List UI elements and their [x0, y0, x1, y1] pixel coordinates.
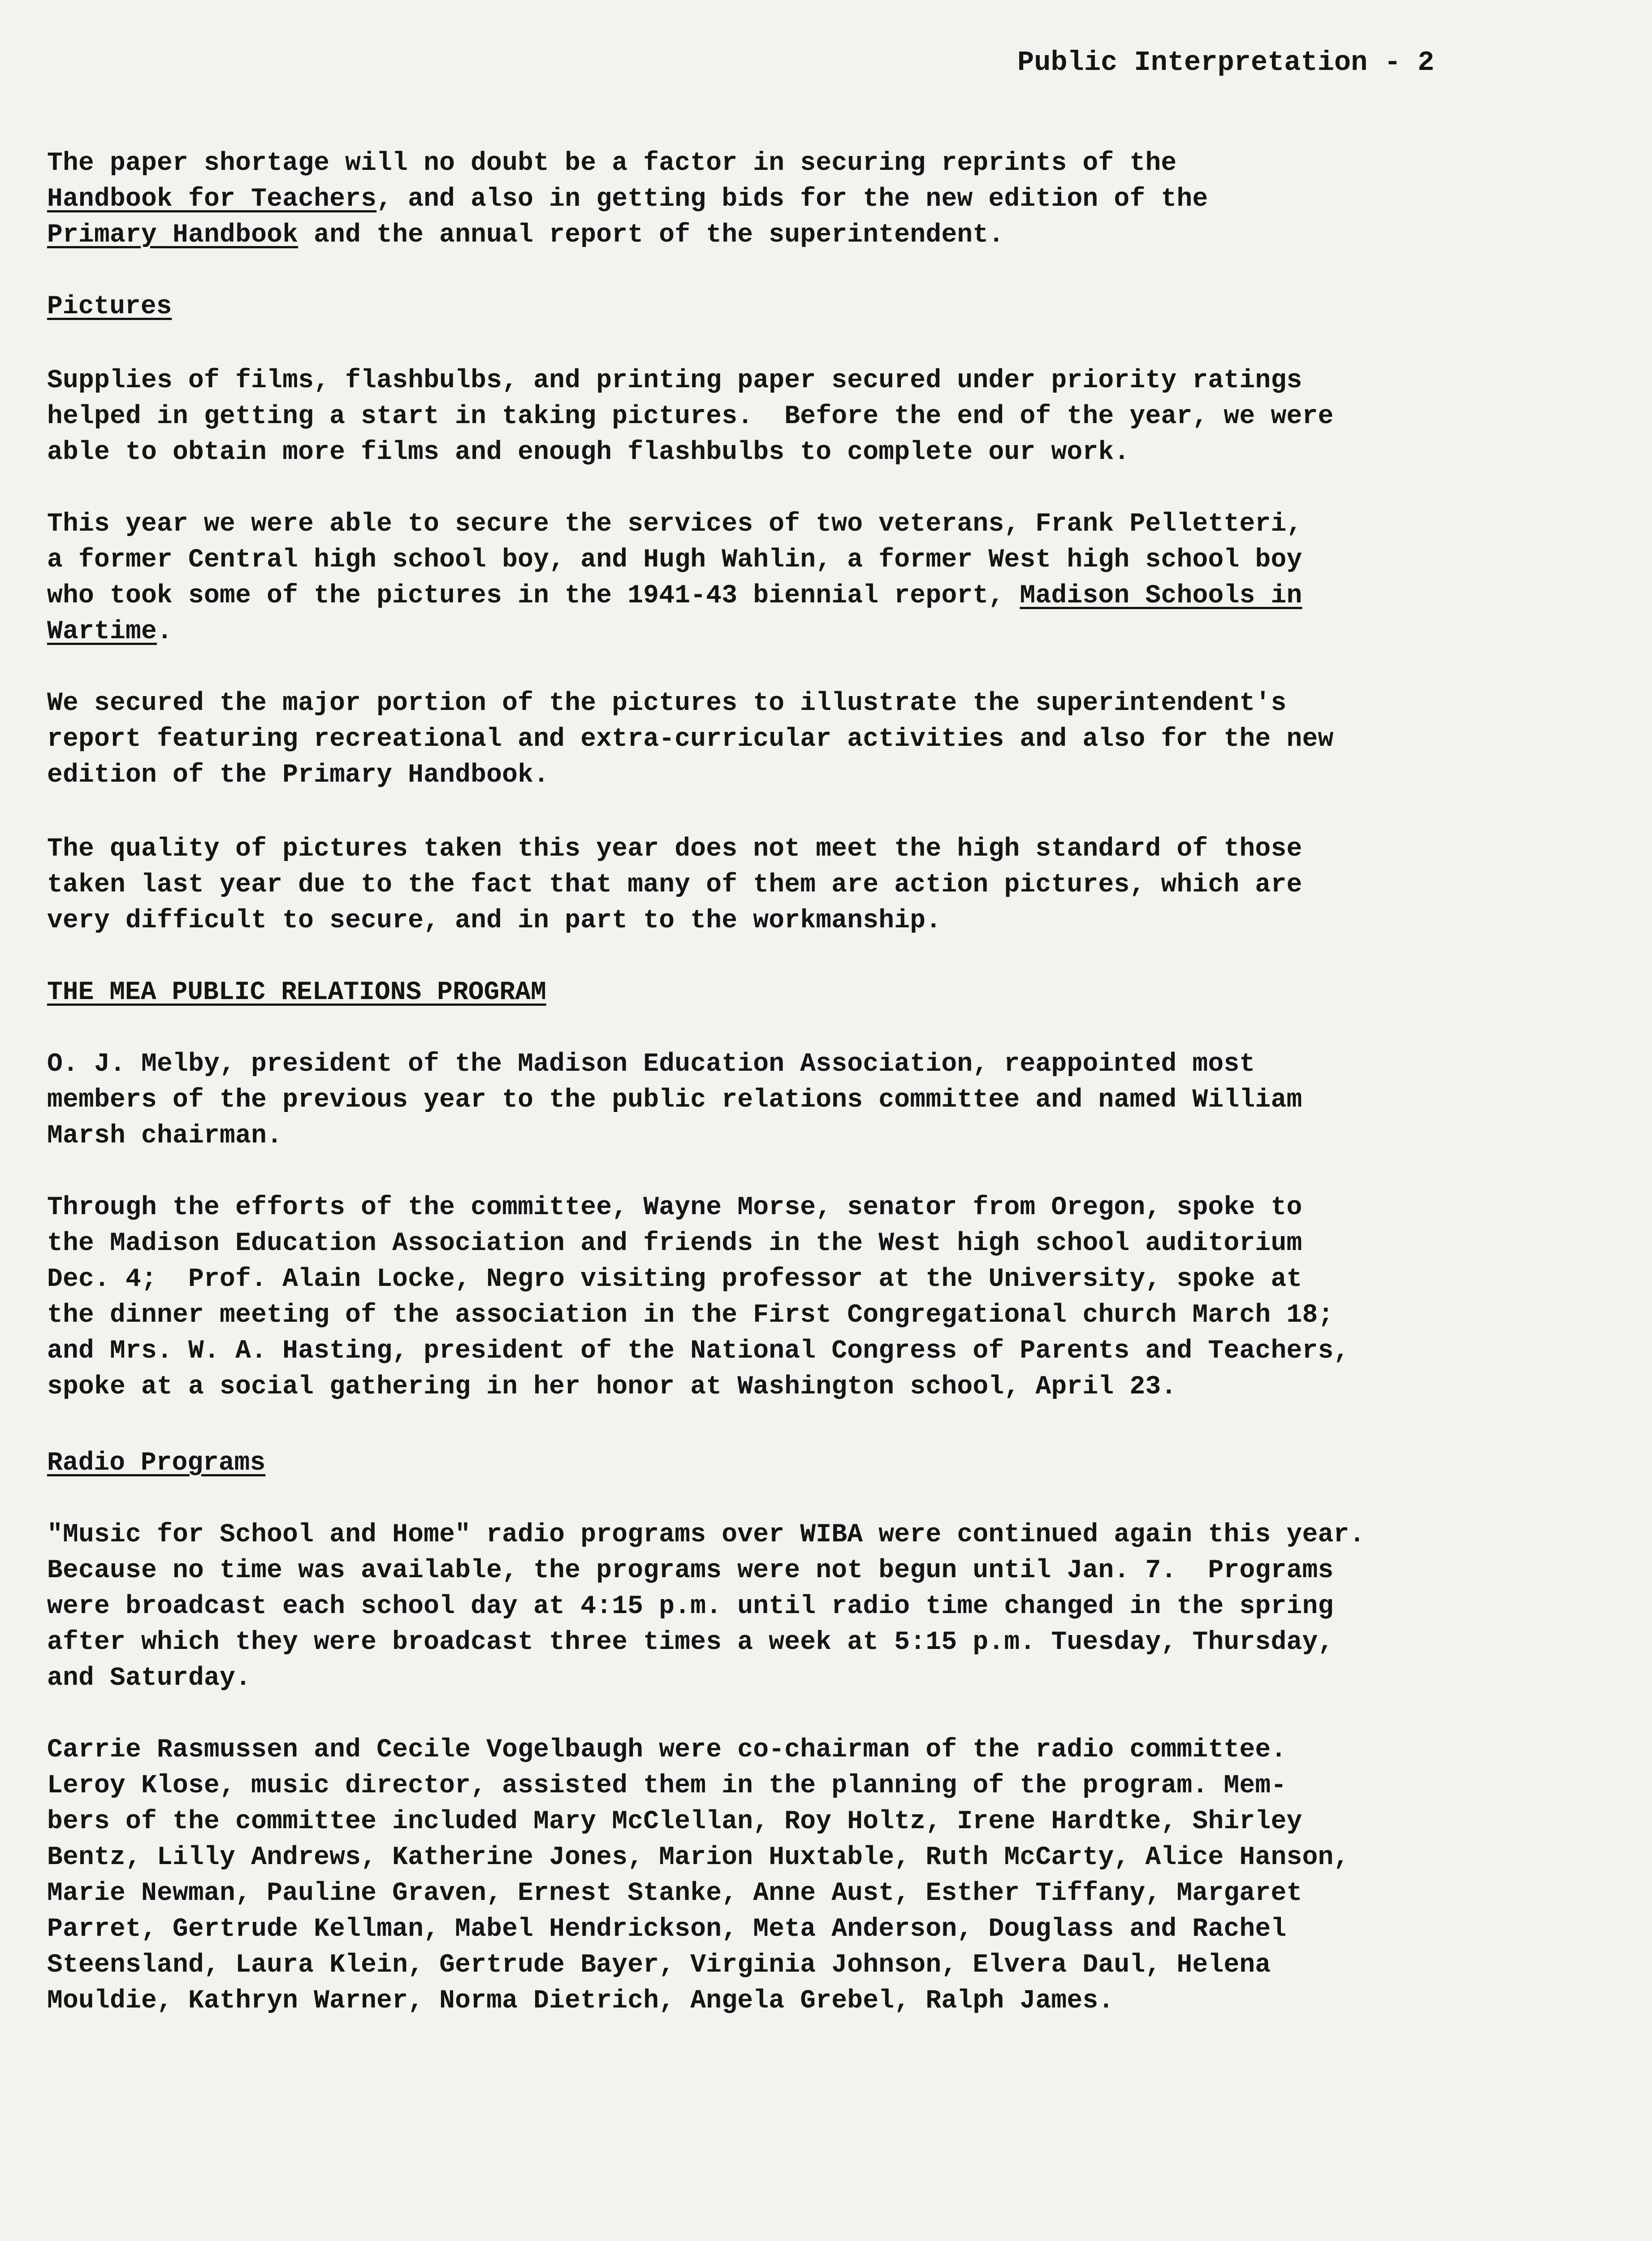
intro-line-3-rest: and the annual report of the superintendent.	[298, 221, 1004, 250]
paragraph-line-text: .	[157, 617, 173, 646]
madison-schools-title-part-1: Madison Schools in	[1020, 581, 1302, 610]
paragraph-line: Supplies of films, flashbulbs, and printing paper secured under priority ratings	[47, 366, 1302, 395]
intro-paragraph	[47, 146, 1589, 253]
paragraph-line: spoke at a social gathering in her honor at Washington school, April 23.	[47, 1372, 1177, 1402]
paragraph-line: very difficult to secure, and in part to the workmanship.	[47, 906, 942, 935]
section-heading-pictures: Pictures	[47, 292, 172, 321]
paragraph-line: the Madison Education Association and friends in the West high school auditorium	[47, 1229, 1302, 1258]
page-header: Public Interpretation - 2	[1017, 47, 1435, 78]
paragraph-line: Dec. 4; Prof. Alain Locke, Negro visiting professor at the University, spoke at	[47, 1265, 1302, 1294]
paragraph-line: members of the previous year to the public relations committee and named William	[47, 1086, 1302, 1115]
paragraph-line: edition of the Primary Handbook.	[47, 761, 549, 790]
paragraph-line: Parret, Gertrude Kellman, Mabel Hendrickson, Meta Anderson, Douglass and Rachel	[47, 1915, 1287, 1944]
pictures-paragraph-2	[47, 506, 1589, 650]
paragraph-line: taken last year due to the fact that many of them are action pictures, which are	[47, 870, 1302, 900]
paragraph-line: "Music for School and Home" radio programs over WIBA were continued again this year.	[47, 1520, 1365, 1549]
paragraph-line: and Saturday.	[47, 1664, 251, 1693]
paragraph-line: Marsh chairman.	[47, 1121, 283, 1151]
paragraph-line: able to obtain more films and enough flashbulbs to complete our work.	[47, 438, 1130, 467]
paragraph-line: Bentz, Lilly Andrews, Katherine Jones, Marion Huxtable, Ruth McCarty, Alice Hanson,	[47, 1843, 1349, 1872]
mea-paragraph-1	[47, 1047, 1589, 1154]
paragraph-line: a former Central high school boy, and Hugh Wahlin, a former West high school boy	[47, 545, 1302, 575]
paragraph-line: Mouldie, Kathryn Warner, Norma Dietrich, Angela Grebel, Ralph James.	[47, 1986, 1114, 2016]
handbook-for-teachers-title: Handbook for Teachers	[47, 185, 377, 214]
intro-line-1: The paper shortage will no doubt be a factor in securing reprints of the	[47, 149, 1177, 178]
paragraph-line: Marie Newman, Pauline Graven, Ernest Stanke, Anne Aust, Esther Tiffany, Margaret	[47, 1879, 1302, 1908]
paragraph-line: Carrie Rasmussen and Cecile Vogelbaugh were co-chairman of the radio committee.	[47, 1735, 1287, 1765]
paragraph-line	[47, 578, 1589, 614]
paragraph-line: after which they were broadcast three times a week at 5:15 p.m. Tuesday, Thursday,	[47, 1628, 1334, 1657]
mea-paragraph-2	[47, 1190, 1589, 1405]
section-heading-radio-programs: Radio Programs	[47, 1449, 266, 1478]
paragraph-line: and Mrs. W. A. Hasting, president of the National Congress of Parents and Teachers,	[47, 1337, 1349, 1366]
paragraph-line-text: who took some of the pictures in the 1941-43 biennial report,	[47, 581, 1020, 610]
madison-schools-title-part-2: Wartime	[47, 617, 157, 646]
paragraph-line: Because no time was available, the programs were not begun until Jan. 7. Programs	[47, 1556, 1334, 1585]
paragraph-line: Leroy Klose, music director, assisted them in the planning of the program. Mem-	[47, 1771, 1287, 1800]
paragraph-line: We secured the major portion of the pictures to illustrate the superintendent's	[47, 689, 1287, 718]
pictures-paragraph-4	[47, 831, 1589, 939]
paragraph-line	[47, 614, 1589, 650]
paragraph-line: the dinner meeting of the association in the First Congregational church March 18;	[47, 1301, 1334, 1330]
intro-line-2	[47, 182, 1589, 217]
section-heading-mea-public-relations: THE MEA PUBLIC RELATIONS PROGRAM	[47, 978, 546, 1007]
primary-handbook-title: Primary Handbook	[47, 221, 298, 250]
paragraph-line: bers of the committee included Mary McClellan, Roy Holtz, Irene Hardtke, Shirley	[47, 1807, 1302, 1836]
paragraph-line: The quality of pictures taken this year does not meet the high standard of those	[47, 835, 1302, 864]
paragraph-line: report featuring recreational and extra-curricular activities and also for the new	[47, 725, 1334, 754]
paragraph-line: Through the efforts of the committee, Wayne Morse, senator from Oregon, spoke to	[47, 1193, 1302, 1222]
intro-line-2-rest: , and also in getting bids for the new edition of the	[376, 185, 1208, 214]
paragraph-line: were broadcast each school day at 4:15 p.m. until radio time changed in the spring	[47, 1592, 1334, 1621]
radio-paragraph-2	[47, 1732, 1589, 2019]
paragraph-line: Steensland, Laura Klein, Gertrude Bayer, Virginia Johnson, Elvera Daul, Helena	[47, 1951, 1271, 1980]
paragraph-line: O. J. Melby, president of the Madison Education Association, reappointed most	[47, 1050, 1255, 1079]
radio-paragraph-1	[47, 1517, 1589, 1696]
paragraph-line: This year we were able to secure the services of two veterans, Frank Pelletteri,	[47, 510, 1302, 539]
pictures-paragraph-3	[47, 686, 1589, 793]
intro-line-3	[47, 217, 1589, 253]
pictures-paragraph-1	[47, 363, 1589, 471]
paragraph-line: helped in getting a start in taking pictures. Before the end of the year, we were	[47, 402, 1334, 431]
